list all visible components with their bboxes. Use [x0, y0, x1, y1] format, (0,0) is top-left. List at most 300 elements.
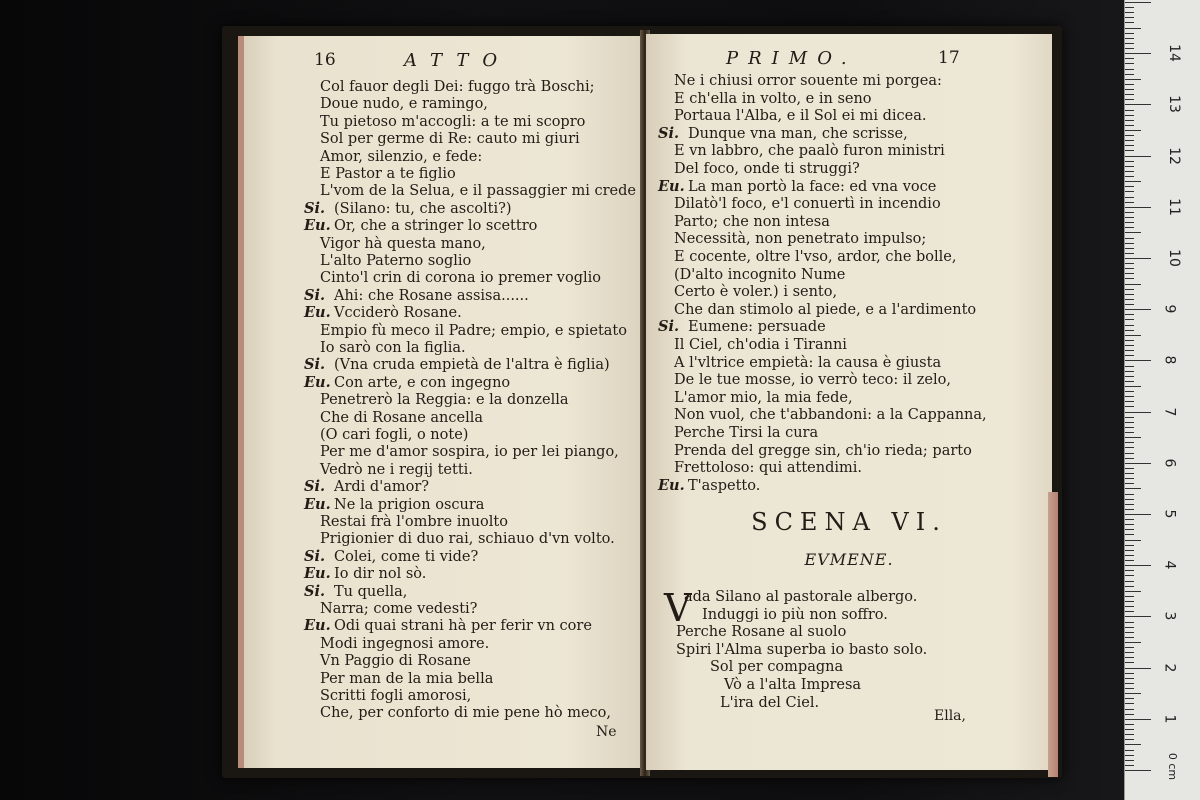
text-line — [320, 426, 468, 444]
ruler-tick — [1125, 140, 1134, 141]
text-line — [658, 477, 760, 495]
ruler-tick — [1125, 473, 1134, 474]
ruler-tick — [1125, 632, 1134, 633]
text-line — [320, 635, 489, 653]
verse-text: (D'alto incognito Nume — [674, 266, 846, 283]
ruler-tick — [1125, 253, 1134, 254]
text-line — [658, 178, 936, 196]
ruler-tick — [1125, 601, 1134, 602]
ruler-tick — [1125, 550, 1134, 551]
speaker-label: Si. — [304, 547, 326, 565]
ruler-tick — [1125, 84, 1134, 85]
verse-text: Amor, silenzio, e fede: — [320, 148, 483, 165]
ruler-tick — [1125, 166, 1134, 167]
ruler-tick — [1125, 381, 1134, 382]
ruler-tick — [1125, 130, 1141, 131]
ruler-tick — [1125, 135, 1134, 136]
verse-text: (Vna cruda empietà de l'altra è figlia) — [334, 357, 610, 374]
verse-text: Prigionier di duo rai, schiauo d'vn volto. — [320, 531, 615, 548]
text-line — [320, 670, 493, 688]
verse-text: Vn Paggio di Rosane — [320, 653, 471, 670]
speaker-label: Eu. — [304, 304, 331, 322]
ruler-tick — [1125, 99, 1134, 100]
verse-text: Doue nudo, e ramingo, — [320, 96, 488, 113]
text-line — [320, 113, 585, 131]
ruler-tick — [1125, 125, 1134, 126]
verse-text: Con arte, e con ingegno — [334, 374, 511, 391]
ruler-tick — [1125, 765, 1134, 766]
ruler-tick — [1125, 750, 1134, 751]
ruler-tick — [1125, 186, 1134, 187]
ruler-tick — [1125, 43, 1134, 44]
verse-text: Restai frà l'ombre inuolto — [320, 514, 508, 530]
text-line — [674, 389, 853, 407]
speaker-label: Si. — [304, 286, 326, 304]
ruler-tick — [1125, 534, 1134, 535]
verse-text: E ch'ella in volto, e in seno — [674, 90, 872, 107]
scene-heading: SCENA VI. — [751, 508, 947, 536]
text-line — [674, 248, 957, 266]
verse-text: L'vom de la Selua, e il passaggier mi crede — [320, 183, 636, 200]
text-line — [304, 617, 592, 635]
verse-text: Necessità, non penetrato impulso; — [674, 231, 927, 248]
verse-text: Col fauor degli Dei: fuggo trà Boschi; — [320, 79, 595, 95]
ruler-tick — [1125, 724, 1134, 725]
speaker-label: Eu. — [304, 617, 331, 635]
ruler-tick — [1125, 284, 1141, 285]
ruler-tick — [1125, 181, 1141, 182]
text-line — [658, 125, 908, 143]
speaker-label: Eu. — [658, 476, 685, 494]
ruler-tick — [1125, 458, 1134, 459]
ruler-tick — [1125, 94, 1134, 95]
verse-text: Che di Rosane ancella — [320, 409, 484, 426]
ruler-tick — [1125, 314, 1134, 315]
verse-text: Per me d'amor sospira, io per lei piango, — [320, 444, 619, 461]
text-line — [304, 200, 512, 218]
ruler-tick — [1125, 401, 1134, 402]
ruler-tick — [1125, 662, 1134, 663]
verse-text: Penetrerò la Reggia: e la donzella — [320, 392, 569, 409]
speaker-label: Eu. — [304, 495, 331, 513]
speaker-label: Si. — [304, 356, 326, 374]
verse-text: Modi ingegnosi amore. — [320, 635, 490, 652]
ruler-tick — [1125, 586, 1134, 587]
ruler-tick — [1125, 28, 1141, 29]
text-line — [320, 148, 482, 166]
ruler-tick — [1125, 760, 1134, 761]
ruler-tick — [1125, 637, 1134, 638]
text-line — [304, 304, 462, 322]
ruler-tick — [1125, 171, 1134, 172]
verse-text: Or, che a stringer lo scettro — [334, 218, 538, 235]
text-line — [674, 459, 862, 477]
scene-verse-line: L'ira del Ciel. — [720, 694, 820, 711]
scene-verse-line: Sol per compagna — [710, 659, 844, 676]
text-line — [320, 252, 471, 270]
ruler-number: 5 — [1161, 509, 1178, 519]
ruler-tick — [1125, 437, 1141, 438]
ruler-tick — [1125, 611, 1134, 612]
ruler-tick — [1125, 232, 1141, 233]
verse-text: Ahi: che Rosane assisa...... — [334, 287, 529, 304]
text-line — [304, 548, 478, 566]
text-line — [320, 687, 471, 705]
left-running-head: ATTO — [404, 50, 512, 71]
ruler-tick — [1125, 386, 1141, 387]
ruler-tick — [1125, 294, 1134, 295]
verse-text: A l'vltrice empietà: la causa è giusta — [674, 354, 942, 371]
ruler-tick — [1125, 355, 1134, 356]
ruler-tick — [1125, 33, 1134, 34]
text-line — [320, 461, 473, 479]
ruler-tick — [1125, 442, 1134, 443]
ruler-tick — [1125, 268, 1134, 269]
verse-text: Perche Tirsi la cura — [674, 425, 819, 441]
verse-text: Odi quai strani hà per ferir vn core — [334, 618, 592, 635]
ruler-tick — [1125, 770, 1151, 771]
ruler-tick — [1125, 38, 1134, 39]
ruler-tick — [1125, 509, 1134, 510]
ruler-tick — [1125, 463, 1151, 464]
verse-text: Del foco, onde ti struggi? — [674, 161, 860, 177]
verse-text: L'alto Paterno soglio — [320, 253, 472, 269]
text-line — [320, 530, 615, 548]
ruler-tick — [1125, 744, 1141, 745]
ruler-number: 4 — [1161, 560, 1178, 570]
scene-verse-line: Spiri l'Alma superba io basto solo. — [676, 641, 928, 658]
speaker-label: Si. — [658, 124, 680, 142]
ruler-tick — [1125, 212, 1134, 213]
text-line — [674, 283, 837, 301]
ruler-tick — [1125, 273, 1134, 274]
ruler-tick — [1125, 529, 1134, 530]
ruler-tick — [1125, 560, 1134, 561]
ruler-tick — [1125, 330, 1134, 331]
ruler-tick — [1125, 74, 1134, 75]
verse-text: De le tue mosse, io verrò teco: il zelo, — [674, 372, 951, 389]
text-line — [320, 513, 508, 531]
text-line — [674, 266, 845, 284]
ruler-tick — [1125, 427, 1134, 428]
ruler-tick — [1125, 325, 1134, 326]
verse-text: Empio fù meco il Padre; empio, e spietato — [320, 322, 627, 339]
ruler-tick — [1125, 714, 1134, 715]
ruler-number: 1 — [1161, 714, 1178, 724]
ruler-tick — [1125, 207, 1151, 208]
verse-text: L'amor mio, la mia fede, — [674, 389, 853, 406]
text-line — [674, 301, 976, 319]
verse-text: Frettoloso: qui attendimi. — [674, 460, 862, 477]
left-page — [238, 36, 644, 768]
text-line — [304, 217, 537, 235]
ruler-tick — [1125, 217, 1134, 218]
ruler-tick — [1125, 2, 1151, 3]
verse-text: E cocente, oltre l'vso, ardor, che bolle, — [674, 249, 957, 265]
verse-text: Ardi d'amor? — [334, 479, 430, 496]
text-line — [320, 339, 466, 357]
ruler-tick — [1125, 396, 1134, 397]
verse-text: Il Ciel, ch'odia i Tiranni — [674, 337, 847, 353]
text-line — [674, 406, 987, 424]
drop-cap: V — [664, 586, 692, 630]
text-line — [674, 442, 972, 460]
left-page-number: 16 — [314, 50, 336, 70]
ruler-tick — [1125, 657, 1134, 658]
verse-text: Eumene: persuade — [688, 319, 826, 336]
ruler-tick — [1125, 683, 1134, 684]
right-page — [646, 34, 1052, 770]
verse-text: Ne la prigion oscura — [334, 496, 485, 513]
ruler-tick — [1125, 156, 1151, 157]
verse-text: Vedrò ne i regij tetti. — [320, 461, 473, 478]
ruler-tick — [1125, 22, 1134, 23]
verse-text: Colei, come ti vide? — [334, 548, 479, 565]
text-line — [674, 213, 830, 231]
ruler-tick — [1125, 499, 1134, 500]
ruler-tick — [1125, 335, 1141, 336]
right-page-number: 17 — [938, 48, 960, 68]
text-line — [674, 72, 942, 90]
speaker-label: Si. — [304, 582, 326, 600]
ruler-tick — [1125, 647, 1134, 648]
text-line — [320, 95, 488, 113]
ruler-tick — [1125, 688, 1134, 689]
ruler-tick — [1125, 110, 1134, 111]
ruler-tick — [1125, 719, 1151, 720]
text-line — [320, 322, 627, 340]
ruler-tick — [1125, 376, 1134, 377]
ruler-tick — [1125, 89, 1134, 90]
text-line — [674, 107, 926, 125]
ruler-tick — [1125, 453, 1134, 454]
ruler-tick — [1125, 197, 1134, 198]
speaker-label: Si. — [304, 478, 326, 496]
ruler-tick — [1125, 494, 1134, 495]
text-line — [320, 600, 477, 618]
ruler-number: 8 — [1161, 355, 1178, 365]
text-line — [304, 496, 484, 514]
page-edge — [1048, 492, 1058, 777]
text-line — [674, 354, 941, 372]
ruler-tick — [1125, 417, 1134, 418]
ruler-tick — [1125, 565, 1151, 566]
text-line — [320, 182, 636, 200]
ruler-tick — [1125, 627, 1134, 628]
ruler-tick — [1125, 570, 1134, 571]
measuring-ruler — [1124, 0, 1200, 800]
ruler-tick — [1125, 447, 1134, 448]
ruler-tick — [1125, 150, 1134, 151]
ruler-tick — [1125, 540, 1141, 541]
scene-verse-line: Induggi io più non soffro. — [702, 606, 888, 623]
ruler-tick — [1125, 345, 1134, 346]
verse-text: Per man de la mia bella — [320, 670, 494, 687]
ruler-number: 12 — [1165, 146, 1182, 165]
ruler-tick — [1125, 53, 1151, 54]
ruler-tick — [1125, 258, 1151, 259]
left-catchword: Ne — [596, 724, 617, 740]
ruler-tick — [1125, 622, 1134, 623]
right-catchword: Ella, — [934, 708, 966, 724]
ruler-tick — [1125, 652, 1134, 653]
text-line — [304, 374, 510, 392]
speaker-label: Eu. — [304, 565, 331, 583]
text-line — [674, 142, 945, 160]
ruler-tick — [1125, 17, 1134, 18]
ruler-tick — [1125, 161, 1134, 162]
ruler-tick — [1125, 545, 1134, 546]
scene-verse-line: Perche Rosane al suolo — [676, 624, 847, 641]
text-line — [674, 371, 951, 389]
text-line — [674, 230, 926, 248]
ruler-tick — [1125, 202, 1134, 203]
text-line — [304, 583, 407, 601]
ruler-number: 7 — [1161, 407, 1178, 417]
ruler-tick — [1125, 678, 1134, 679]
right-running-head: PRIMO. — [726, 48, 857, 69]
text-line — [320, 652, 471, 670]
verse-text: Scritti fogli amorosi, — [320, 688, 472, 704]
ruler-tick — [1125, 366, 1134, 367]
ruler-tick — [1125, 227, 1134, 228]
verse-text: Che, per conforto di mie pene hò meco, — [320, 705, 611, 722]
ruler-tick — [1125, 243, 1134, 244]
ruler-number: 3 — [1161, 611, 1178, 621]
verse-text: La man portò la face: ed vna voce — [688, 178, 937, 195]
ruler-tick — [1125, 115, 1134, 116]
verse-text: Sol per germe di Re: cauto mi giuri — [320, 131, 580, 148]
scene-verse-line: ada Silano al pastorale albergo. — [684, 589, 918, 605]
ruler-tick — [1125, 668, 1151, 669]
ruler-tick — [1125, 63, 1134, 64]
verse-text: Dilatò'l foco, e'l conuertì in incendio — [674, 196, 941, 213]
speaker-label: Si. — [658, 318, 680, 336]
ruler-tick — [1125, 79, 1141, 80]
ruler-tick — [1125, 360, 1151, 361]
text-line — [320, 704, 611, 722]
ruler-tick — [1125, 693, 1141, 694]
text-line — [304, 478, 429, 496]
ruler-tick — [1125, 591, 1141, 592]
ruler-tick — [1125, 739, 1134, 740]
verse-text: Parto; che non intesa — [674, 213, 830, 230]
ruler-tick — [1125, 703, 1134, 704]
ruler-tick — [1125, 238, 1134, 239]
ruler-number: 10 — [1165, 249, 1182, 267]
ruler-tick — [1125, 642, 1141, 643]
text-line — [320, 235, 486, 253]
ruler-tick — [1125, 524, 1134, 525]
text-line — [320, 130, 580, 148]
ruler-tick — [1125, 12, 1134, 13]
text-line — [320, 269, 601, 287]
ruler-tick — [1125, 596, 1134, 597]
verse-text: Vigor hà questa mano, — [320, 235, 486, 252]
verse-text: Cinto'l crin di corona io premer voglio — [320, 270, 601, 287]
ruler-tick — [1125, 478, 1134, 479]
speaker-label: Si. — [304, 199, 326, 217]
scene-verse-line: Vò a l'alta Impresa — [724, 677, 862, 693]
speaker-label: Eu. — [304, 373, 331, 391]
ruler-number: 6 — [1161, 458, 1178, 468]
text-line — [658, 318, 826, 336]
speaker-label: Eu. — [658, 177, 685, 195]
ruler-tick — [1125, 709, 1134, 710]
ruler-tick — [1125, 488, 1141, 489]
text-line — [320, 443, 619, 461]
ruler-tick — [1125, 406, 1134, 407]
verse-text: Io sarò con la figlia. — [320, 340, 466, 356]
ruler-tick — [1125, 734, 1134, 735]
ruler-tick — [1125, 104, 1151, 105]
ruler-tick — [1125, 673, 1134, 674]
verse-text: Tu pietoso m'accogli: a te mi scopro — [320, 113, 586, 130]
ruler-tick — [1125, 340, 1134, 341]
ruler-tick — [1125, 69, 1134, 70]
scene-character: EVMENE. — [804, 550, 894, 569]
ruler-tick — [1125, 7, 1134, 8]
ruler-tick — [1125, 606, 1134, 607]
ruler-number: 11 — [1165, 197, 1182, 216]
ruler-tick — [1125, 222, 1134, 223]
verse-text: Vcciderò Rosane. — [334, 305, 462, 322]
text-line — [674, 90, 872, 108]
ruler-tick — [1125, 48, 1134, 49]
text-line — [674, 336, 847, 354]
verse-text: Certo è voler.) i sento, — [674, 284, 838, 301]
ruler-tick — [1125, 319, 1134, 320]
verse-text: Dunque vna man, che scrisse, — [688, 125, 908, 142]
ruler-number: 13 — [1165, 95, 1182, 114]
ruler-tick — [1125, 145, 1134, 146]
ruler-tick — [1125, 191, 1134, 192]
ruler-tick — [1125, 120, 1134, 121]
verse-text: Che dan stimolo al piede, e a l'ardimento — [674, 301, 977, 318]
verse-text: E Pastor a te figlio — [320, 166, 456, 182]
ruler-tick — [1125, 371, 1134, 372]
speaker-label: Eu. — [304, 217, 331, 235]
verse-text: (O cari fogli, o note) — [320, 427, 469, 443]
ruler-tick — [1125, 350, 1134, 351]
ruler-tick — [1125, 309, 1151, 310]
ruler-tick — [1125, 422, 1134, 423]
ruler-number: 9 — [1161, 304, 1178, 314]
verse-text: T'aspetto. — [688, 477, 761, 494]
verse-text: Non vuol, che t'abbandoni: a la Cappanna, — [674, 407, 987, 424]
text-line — [674, 195, 941, 213]
text-line — [320, 391, 569, 409]
text-line — [320, 165, 456, 183]
ruler-tick — [1125, 616, 1151, 617]
text-line — [320, 409, 483, 427]
verse-text: Narra; come vedesti? — [320, 601, 478, 617]
verse-text: (Silano: tu, che ascolti?) — [334, 200, 512, 217]
ruler-unit-label: 0 cm — [1166, 752, 1180, 781]
ruler-tick — [1125, 299, 1134, 300]
ruler-number: 2 — [1161, 663, 1178, 673]
text-line — [304, 287, 529, 305]
ruler-tick — [1125, 483, 1134, 484]
ruler-number: 14 — [1165, 44, 1182, 63]
ruler-tick — [1125, 581, 1134, 582]
text-line — [674, 424, 818, 442]
ruler-tick — [1125, 514, 1151, 515]
verse-text: Ne i chiusi orror souente mi porgea: — [674, 73, 942, 89]
ruler-tick — [1125, 468, 1134, 469]
text-line — [304, 356, 610, 374]
verse-text: Prenda del gregge sin, ch'io rieda; parto — [674, 442, 972, 459]
